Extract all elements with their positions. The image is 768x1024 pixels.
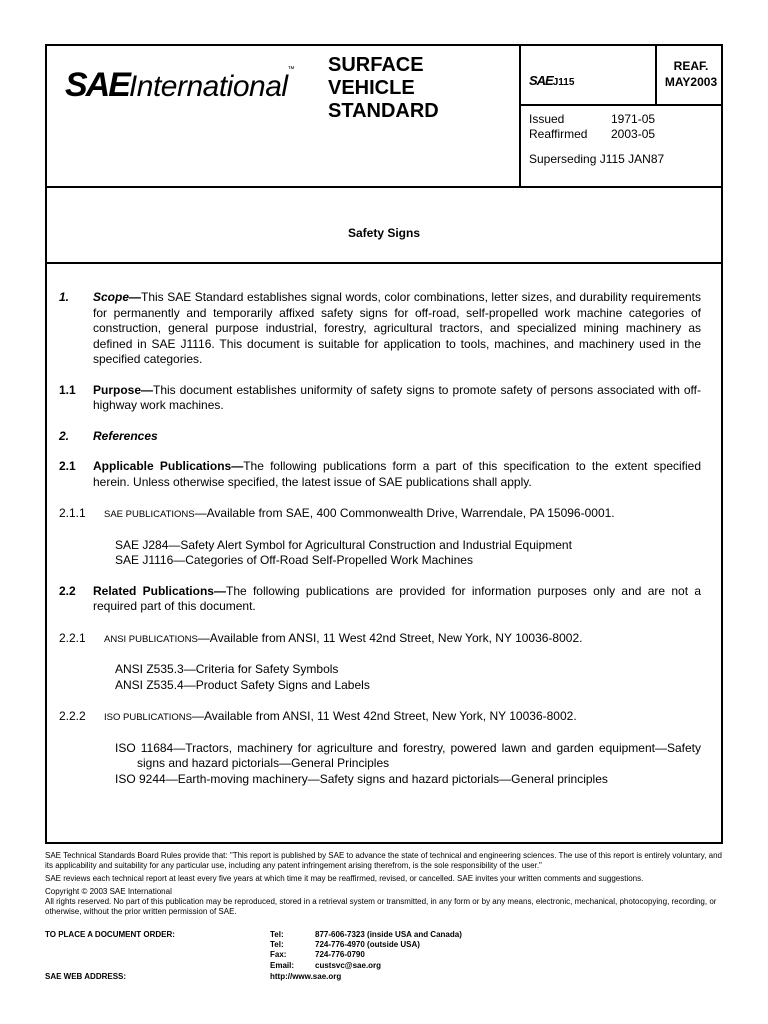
superseding-note: Superseding J115 JAN87 (529, 152, 665, 166)
document-type (328, 54, 439, 123)
issued-value: 1971-05 (611, 112, 656, 126)
publisher-name: SAE PUBLICATIONS (104, 509, 195, 520)
sae-publication-list (115, 538, 701, 569)
section-iso-publications (59, 709, 701, 726)
section-scope (59, 290, 701, 368)
document-body (59, 290, 701, 787)
section-number: 1. (59, 290, 70, 304)
section-references (59, 429, 701, 445)
logo-tm: ™ (287, 66, 295, 73)
web-address-link[interactable]: http://www.sae.org (270, 972, 342, 981)
web-label: SAE WEB ADDRESS: (45, 972, 127, 981)
docnum-logo: SAE (529, 73, 553, 88)
section-text: —Available from ANSI, 11 West 42nd Street, New York, NY 10036-8002. (191, 709, 577, 723)
contact-label: Tel: (270, 930, 284, 939)
section-number: 1.1 (59, 382, 76, 397)
section-number: 2.2 (59, 583, 76, 598)
contact-label: Fax: (270, 950, 287, 959)
footer-rules: SAE Technical Standards Board Rules provide that: "This report is published by SAE to advance the state of technical and engineering sciences. The use of this report is entirely voluntary, and its applicability and suitability for any particular use, including any patent infringement arising therefrom, is the sole responsibility of the user." (45, 851, 723, 870)
document-number (529, 72, 574, 90)
section-number: 2.1.1 (59, 506, 86, 520)
reaf-vertical-divider (655, 46, 657, 104)
footer-rights: All rights reserved. No part of this publication may be reproduced, stored in a retrieval system or transmitted, in any form or by any means, electronic, mechanical, photocopying, recording, or otherwise, without the prior written permission of SAE. (45, 897, 717, 916)
contact-label: Tel: (270, 940, 284, 949)
section-number: 2.2.2 (59, 709, 86, 723)
section-text: The following publications are provided for information purposes only and are not a required part of this document. (93, 583, 702, 613)
section-sae-publications (59, 506, 701, 523)
section-applicable-publications (59, 459, 701, 490)
fax-number: 724-776-0790 (315, 950, 365, 959)
section-number: 2.2.1 (59, 630, 86, 645)
sae-international-logo (65, 66, 295, 105)
header-divider (47, 186, 721, 188)
logo-international: International (128, 70, 288, 103)
reaffirmation-box (661, 58, 721, 90)
legal-footer (45, 851, 725, 920)
section-text: This SAE Standard establishes signal words, color combinations, letter sizes, and durability requirements for permanently and temporarily affixed safety signs for off-road, self-propelled work machine categories of construction, general purpose industrial, forestry, agricultural tractors, and specialized mining machinery as defined in SAE J1116. This document is suitable for application to tools, machines, and machinery used in the specified categories. (93, 290, 701, 366)
document-title: Safety Signs (347, 226, 421, 240)
reaf-label: REAF. (673, 59, 709, 73)
publication-item: SAE J1116—Categories of Off-Road Self-Propelled Work Machines (115, 553, 473, 567)
section-ansi-publications (59, 631, 701, 648)
section-text: —Available from ANSI, 11 West 42nd Street, New York, NY 10036-8002. (197, 630, 583, 645)
section-purpose (59, 383, 701, 414)
contact-label: Email: (270, 961, 295, 970)
order-label: TO PLACE A DOCUMENT ORDER: (45, 930, 175, 939)
publisher-name: ISO PUBLICATIONS (104, 712, 192, 723)
iso-publication-list (115, 741, 701, 788)
ansi-publication-list (115, 662, 701, 693)
reaffirmed-row (529, 127, 655, 142)
section-related-publications (59, 584, 701, 615)
reaf-date: MAY2003 (664, 75, 718, 89)
section-heading: Scope— (93, 290, 142, 304)
footer-copyright: Copyright © 2003 SAE International (45, 887, 172, 896)
section-text: The following publications form a part of this specification to the extent specified herein. Unless otherwise specified, the latest issue of SAE publications shall apply. (93, 459, 702, 489)
publication-item: ANSI Z535.3—Criteria for Safety Symbols (115, 662, 339, 676)
publication-item: ISO 9244—Earth-moving machinery—Safety signs and hazard pictorials—General principles (115, 771, 608, 786)
publication-item: SAE J284—Safety Alert Symbol for Agricultural Construction and Industrial Equipment (115, 537, 572, 552)
email-address[interactable]: custsvc@sae.org (315, 961, 382, 970)
reaffirmed-value: 2003-05 (611, 127, 656, 141)
publication-item: ANSI Z535.4—Product Safety Signs and Labels (115, 677, 370, 692)
section-text: —Available from SAE, 400 Commonwealth Drive, Warrendale, PA 15096-0001. (194, 506, 615, 520)
issued-row (529, 112, 655, 127)
phone-inside-usa: 877-606-7323 (inside USA and Canada) (315, 930, 462, 939)
publication-item: ISO 11684—Tractors, machinery for agriculture and forestry, powered lawn and garden equipment—Safety signs and hazard pictorials—General Principles (115, 740, 701, 770)
reaffirmed-label: Reaffirmed (529, 127, 588, 141)
footer-review: SAE reviews each technical report at least every five years at which time it may be reaffirmed, revised, or cancelled. SAE invites your written comments and suggestions. (45, 874, 644, 883)
section-number: 2. (59, 428, 70, 443)
section-number: 2.1 (59, 459, 76, 473)
logo-sae: SAE (65, 66, 129, 104)
section-heading: Related Publications— (93, 583, 226, 598)
section-heading: Purpose— (93, 382, 154, 397)
document-frame (45, 44, 723, 844)
doc-type-line: STANDARD (328, 100, 439, 122)
issued-label: Issued (529, 112, 565, 126)
section-heading: Applicable Publications— (93, 459, 244, 473)
docnum-divider (519, 104, 721, 106)
title-divider (47, 262, 721, 264)
docnum-value: J115 (552, 77, 575, 88)
section-text: This document establishes uniformity of safety signs to promote safety of persons associated with off-highway work machines. (93, 382, 701, 412)
section-heading: References (93, 428, 158, 443)
header-vertical-divider (519, 46, 521, 186)
doc-type-line: VEHICLE (328, 77, 415, 99)
issue-history (529, 112, 655, 142)
phone-outside-usa: 724-776-4970 (outside USA) (315, 940, 420, 949)
doc-type-line: SURFACE (328, 54, 424, 76)
publisher-name: ANSI PUBLICATIONS (104, 633, 198, 645)
